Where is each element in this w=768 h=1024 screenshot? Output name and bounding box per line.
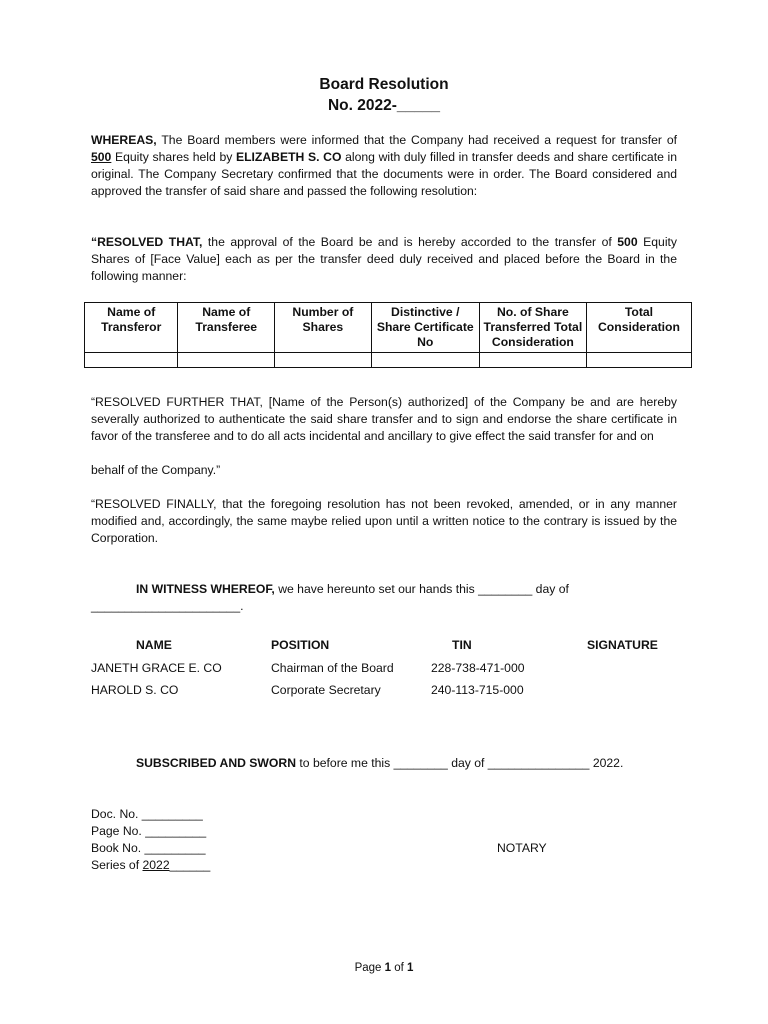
- sworn-lead: SUBSCRIBED AND SWORN: [136, 756, 297, 770]
- notary-label: NOTARY: [497, 841, 547, 855]
- book-no-field: Book No. _________: [91, 841, 206, 855]
- signatory-tin: 228-738-471-000: [431, 661, 525, 675]
- column-header-signature: SIGNATURE: [587, 638, 658, 652]
- whereas-paragraph: [91, 132, 677, 200]
- table-cell: [479, 353, 586, 368]
- resolution-number: No. 2022-_____: [327, 97, 441, 114]
- sworn-line: [136, 755, 623, 772]
- resolved-text-1: the approval of the Board be and is hereby accorded to the transfer of: [202, 235, 618, 249]
- signatory-tin: 240-113-715-000: [431, 683, 524, 697]
- doc-no-field: Doc. No. _________: [91, 807, 203, 821]
- series-field: [91, 857, 210, 874]
- header-shares-transferred: No. of Share Transferred Total Consideration: [479, 303, 586, 353]
- table-cell: [586, 353, 691, 368]
- resolved-text-2: Equity Shares of [Face Value] each as per the transfer deed duly received and placed before the Board in the following manner:: [91, 235, 678, 283]
- signatory-name: JANETH GRACE E. CO: [91, 661, 222, 675]
- whereas-lead: WHEREAS,: [91, 133, 157, 147]
- resolved-finally-paragraph: “RESOLVED FINALLY, that the foregoing resolution has not been revoked, amended, or in any manner modified and, accordingly, the same maybe relied upon until a written notice to the contrary is issued by the Corporation.: [91, 497, 677, 545]
- share-holder-name: ELIZABETH S. CO: [235, 150, 342, 164]
- table-cell: [371, 353, 479, 368]
- document-title: Board Resolution: [319, 76, 449, 93]
- witness-text: we have hereunto set our hands this ________ day of: [274, 582, 569, 596]
- footer-of-label: of: [391, 962, 408, 974]
- resolved-further-tail: behalf of the Company.”: [91, 463, 221, 477]
- resolved-paragraph: [91, 234, 677, 285]
- resolved-shares: 500: [617, 235, 638, 249]
- series-label: Series of: [91, 858, 143, 872]
- witness-month-blank: ______________________.: [91, 599, 244, 613]
- sworn-text: to before me this ________ day of _______________ 2022.: [296, 756, 624, 770]
- whereas-shares: 500: [91, 150, 112, 164]
- header-total-consideration: Total Consideration: [586, 303, 691, 353]
- table-cell: [275, 353, 372, 368]
- signatory-name: HAROLD S. CO: [91, 683, 179, 697]
- signatory-position: Corporate Secretary: [271, 683, 381, 697]
- table-row: [85, 353, 692, 368]
- header-number-of-shares: Number of Shares: [275, 303, 372, 353]
- witness-lead: IN WITNESS WHEREOF,: [136, 582, 275, 596]
- whereas-text-2: Equity shares held by: [111, 150, 236, 164]
- column-header-position: POSITION: [271, 638, 330, 652]
- series-year: 2022: [142, 858, 170, 872]
- resolved-lead: “RESOLVED THAT,: [91, 235, 203, 249]
- page-footer: [0, 960, 768, 977]
- transfer-table-header-row: [85, 303, 692, 353]
- header-name-of-transferee: Name of Transferee: [178, 303, 275, 353]
- header-certificate-no: Distinctive / Share Certificate No: [371, 303, 479, 353]
- table-cell: [178, 353, 275, 368]
- series-blank: ______: [169, 858, 211, 872]
- footer-page-current: 1: [384, 962, 392, 974]
- column-header-tin: TIN: [452, 638, 472, 652]
- whereas-text-1: The Board members were informed that the Company had received a request for transfer of: [156, 133, 677, 147]
- header-name-of-transferor: Name of Transferor: [85, 303, 178, 353]
- table-cell: [85, 353, 178, 368]
- footer-page-total: 1: [407, 962, 414, 974]
- resolved-further-paragraph: [91, 394, 677, 445]
- transfer-table: [84, 302, 692, 368]
- signatory-position: Chairman of the Board: [271, 661, 394, 675]
- whereas-text-3: along with duly filled in transfer deeds and share certificate in original. The Company Secretary confirmed that the documents were in order. The Board considered and approved the transfer of said share and passed the following resolution:: [91, 150, 677, 198]
- column-header-name: NAME: [136, 638, 172, 652]
- resolved-further-text: “RESOLVED FURTHER THAT, [Name of the Person(s) authorized] of the Company be and are hereby severally authorized to authenticate the said share transfer and to sign and endorse the share certificate in favor of the transferee and to do all acts incidental and ancillary to give effect the said transfer for and on: [91, 395, 677, 443]
- footer-page-label: Page: [354, 962, 385, 974]
- witness-line: [136, 581, 569, 598]
- page-no-field: Page No. _________: [91, 824, 207, 838]
